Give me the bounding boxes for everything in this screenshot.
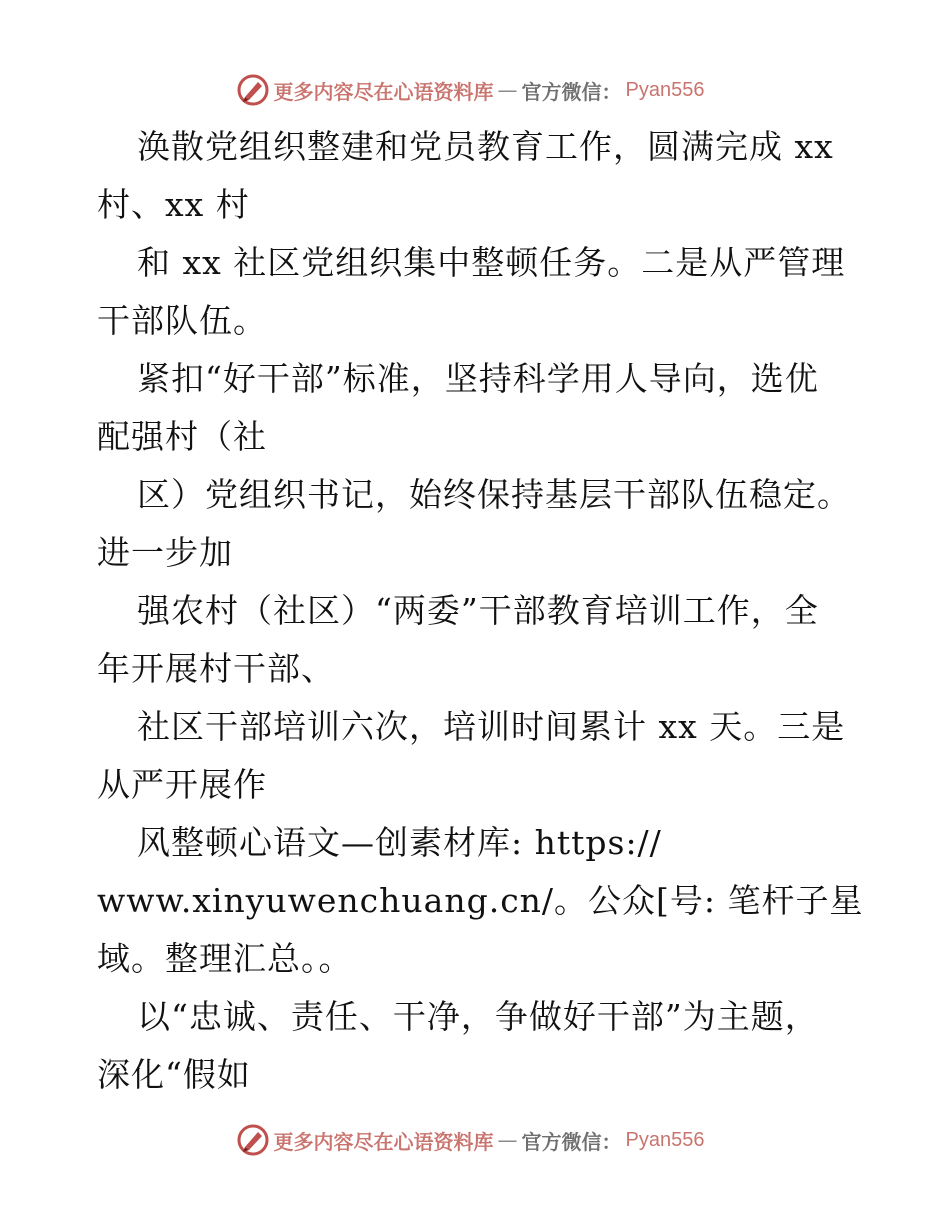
banner-wechat-id: Pyan556 — [625, 78, 705, 101]
pen-logo-icon — [236, 1123, 270, 1157]
text-line: 干部队伍。 — [97, 301, 267, 340]
text-line: 以“忠诚、责任、干净，争做好干部”为主题， — [137, 997, 819, 1036]
banner-wechat-label: 官方微信： — [521, 79, 622, 104]
text-line: 村、xx 村 — [97, 185, 250, 224]
document-body — [97, 118, 877, 1104]
text-line: 域。整理汇总。。 — [97, 939, 353, 978]
banner-wechat-label: 官方微信： — [521, 1129, 622, 1154]
banner-dash: — — [497, 1128, 518, 1152]
banner-content — [236, 73, 705, 107]
text-line: 和 xx 社区党组织集中整顿任务。二是从严管理 — [137, 243, 846, 282]
pen-logo-icon — [236, 73, 270, 107]
text-line: 区）党组织书记，始终保持基层干部队伍稳定。 — [137, 475, 851, 514]
text-line: 配强村（社 — [97, 417, 267, 456]
text-line: 强农村（社区）“两委”干部教育培训工作，全 — [137, 591, 819, 630]
text-line: 进一步加 — [97, 533, 233, 572]
banner-content — [236, 1123, 705, 1157]
text-line: 涣散党组织整建和党员教育工作，圆满完成 xx — [137, 127, 834, 166]
text-line: 紧扣“好干部”标准，坚持科学用人导向，选优 — [137, 359, 819, 398]
banner-title: 更多内容尽在心语资料库 — [273, 79, 494, 104]
banner-title: 更多内容尽在心语资料库 — [273, 1129, 494, 1154]
banner-wechat-id: Pyan556 — [625, 1128, 705, 1151]
text-line: 社区干部培训六次，培训时间累计 xx 天。三是 — [137, 707, 846, 746]
text-line: www.xinyuwenchuang.cn/。公众[号: 笔杆子星 — [97, 881, 864, 920]
text-line: 风整顿心语文—创素材库: https:// — [137, 823, 662, 862]
banner-dash: — — [497, 78, 518, 102]
text-line: 从严开展作 — [97, 765, 267, 804]
text-line: 深化“假如 — [97, 1055, 251, 1094]
header-watermark-banner — [0, 70, 950, 110]
text-line: 年开展村干部、 — [97, 649, 335, 688]
footer-watermark-banner — [0, 1120, 950, 1160]
